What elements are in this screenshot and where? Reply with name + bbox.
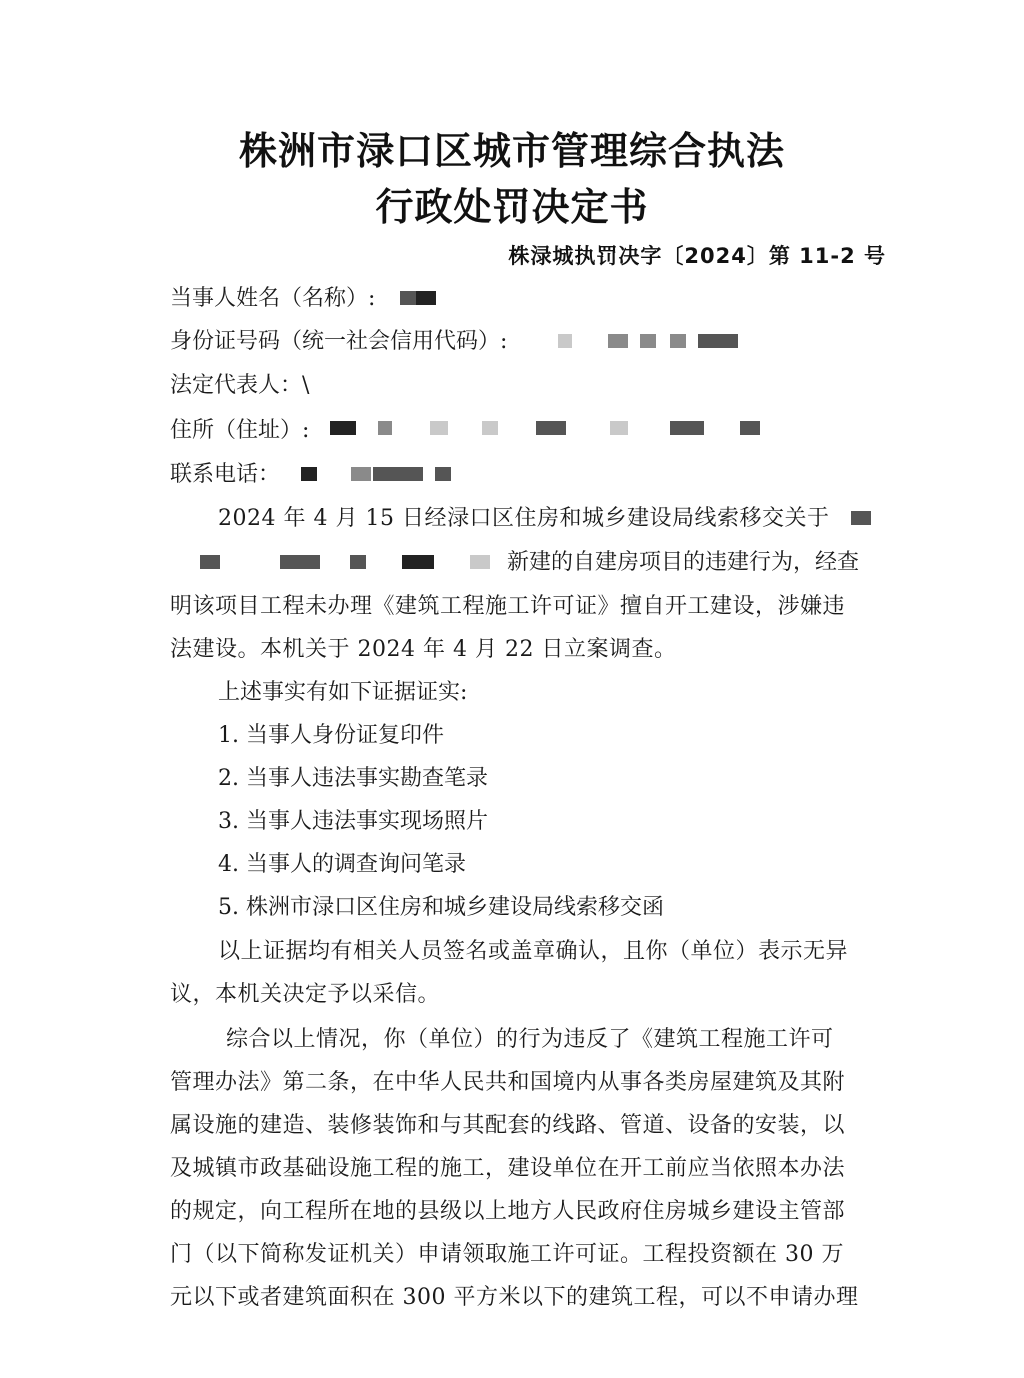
evidence-item: 5. 株洲市渌口区住房和城乡建设局线索移交函 — [218, 895, 664, 920]
paragraph-1-line-4: 法建设。本机关于 2024 年 4 月 22 日立案调查。 — [170, 637, 677, 662]
paragraph-3-line-2: 管理办法》第二条，在中华人民共和国境内从事各类房屋建筑及其附 — [170, 1070, 846, 1095]
evidence-intro: 上述事实有如下证据证实: — [218, 680, 468, 705]
redacted-location — [841, 511, 881, 525]
legal-rep-label: 法定代表人：\ — [170, 373, 310, 398]
phone-row — [170, 460, 890, 490]
paragraph-2-line-2: 议，本机关决定予以采信。 — [170, 982, 441, 1007]
redacted-address — [330, 421, 780, 437]
party-id-label: 身份证号码（统一社会信用代码）: — [170, 329, 508, 354]
redacted-project — [170, 555, 500, 569]
paragraph-3-line-3: 属设施的建造、装修装饰和与其配套的线路、管道、设备的安装，以 — [170, 1113, 846, 1138]
phone-label: 联系电话： — [170, 462, 281, 487]
address-row — [170, 416, 890, 446]
paragraph-3-line-7: 元以下或者建筑面积在 300 平方米以下的建筑工程，可以不申请办理 — [170, 1285, 859, 1310]
party-name-label: 当事人姓名（名称）: — [170, 286, 376, 311]
redacted-id — [528, 334, 748, 348]
evidence-item: 3. 当事人违法事实现场照片 — [218, 809, 488, 834]
paragraph-3-line-4: 及城镇市政基础设施工程的施工，建设单位在开工前应当依照本办法 — [170, 1156, 846, 1181]
paragraph-2-line-1: 以上证据均有相关人员签名或盖章确认，且你（单位）表示无异 — [218, 939, 849, 964]
paragraph-1-line-2: 新建的自建房项目的违建行为，经查 — [170, 548, 890, 578]
document-number: 株渌城执罚决字〔2024〕第 11-2 号 — [508, 244, 886, 268]
paragraph-3-line-6: 门（以下简称发证机关）申请领取施工许可证。工程投资额在 30 万 — [170, 1242, 844, 1267]
redacted-phone — [301, 467, 501, 481]
paragraph-3-line-5: 的规定，向工程所在地的县级以上地方人民政府住房城乡建设主管部 — [170, 1199, 846, 1224]
document-title-line-1: 株洲市渌口区城市管理综合执法 — [238, 129, 785, 173]
evidence-item: 2. 当事人违法事实勘查笔录 — [218, 766, 488, 791]
party-name-row — [170, 284, 890, 314]
paragraph-1-line-1: 2024 年 4 月 15 日经渌口区住房和城乡建设局线索移交关于 — [218, 504, 890, 534]
redacted-name — [400, 291, 460, 305]
address-label: 住所（住址）: — [170, 418, 310, 443]
party-id-row — [170, 327, 890, 357]
paragraph-1-line-3: 明该项目工程未办理《建筑工程施工许可证》擅自开工建设，涉嫌违 — [170, 594, 846, 619]
evidence-item: 4. 当事人的调查询问笔录 — [218, 852, 466, 877]
evidence-item: 1. 当事人身份证复印件 — [218, 723, 444, 748]
paragraph-3-line-1: 综合以上情况，你（单位）的行为违反了《建筑工程施工许可 — [226, 1027, 834, 1052]
document-title-line-2: 行政处罚决定书 — [375, 185, 649, 229]
legal-rep-row — [170, 371, 890, 401]
